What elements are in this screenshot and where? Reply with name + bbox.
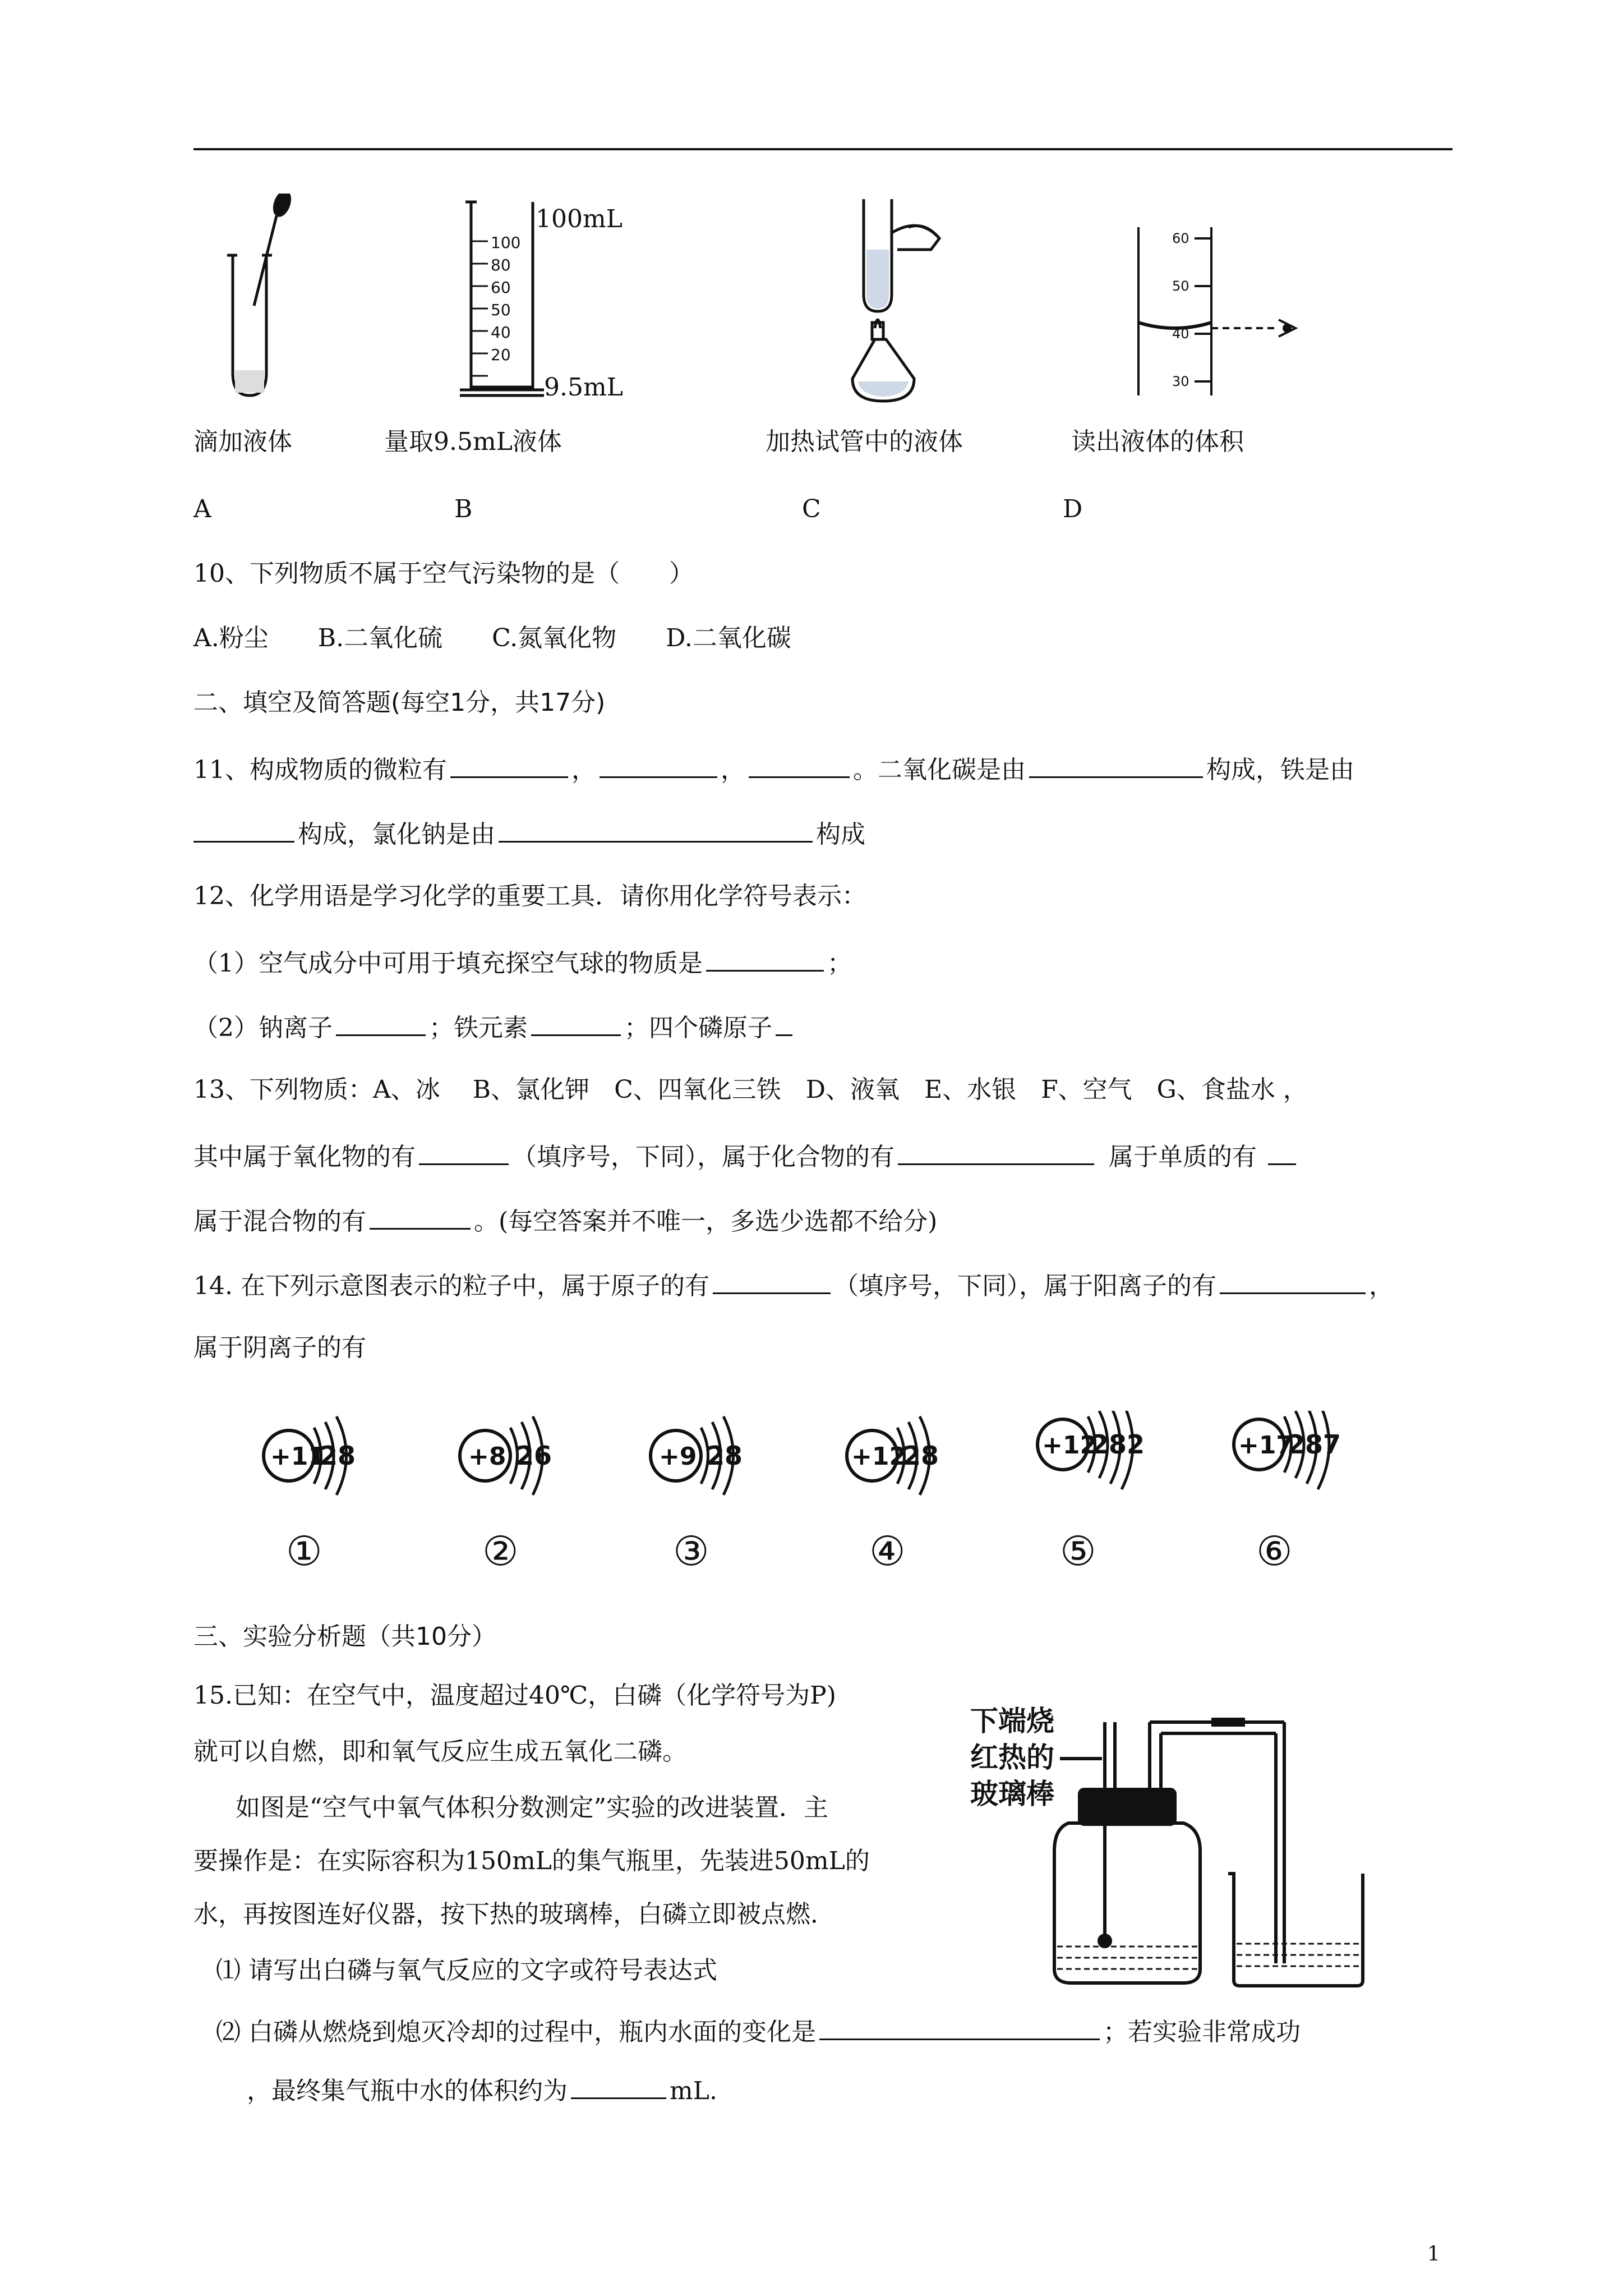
q12-s2: [193, 1010, 796, 1044]
q14-blank-1[interactable]: [713, 1268, 831, 1294]
q13-stem: 13、下列物质：A、冰 B、氯化钾 C、四氧化三铁 D、液氧 E、水银 F、空气 G、食盐水 ，: [193, 1075, 1308, 1104]
q15-sub2: [216, 2014, 1301, 2048]
tick-60: 60: [491, 278, 511, 297]
letter-b: B: [454, 495, 473, 523]
atom-1-nucleus: +11: [270, 1442, 326, 1471]
tick-40-d: 40: [1172, 326, 1189, 342]
q11-text-2: 。二氧化碳是由: [853, 756, 1026, 784]
q13-blank-2[interactable]: [898, 1139, 1094, 1165]
atom-2: [460, 1416, 552, 1575]
q13-blank-3[interactable]: [1268, 1139, 1296, 1165]
q12-blank-2[interactable]: [336, 1010, 426, 1036]
q15-s2-d: mL.: [670, 2077, 717, 2105]
q11-blank-1[interactable]: [450, 752, 568, 778]
q11-text-1: 11、构成物质的微粒有: [193, 756, 447, 784]
q15-s2-c: ，最终集气瓶中水的体积约为: [247, 2077, 568, 2105]
q15-s2-b: ；若实验非常成功: [1103, 2018, 1301, 2046]
q15-line5: 水，再按图连好仪器，按下热的玻璃棒，白磷立即被点燃．: [193, 1900, 835, 1929]
q11-text-3: 构成，铁是由: [1206, 756, 1354, 784]
letter-c: C: [802, 495, 821, 523]
q12-s1: [193, 945, 852, 979]
q15-s2-a: ⑵ 白磷从燃烧到熄灭冷却的过程中，瓶内水面的变化是: [216, 2018, 816, 2046]
label-d: 读出液体的体积: [1071, 427, 1244, 456]
cylinder-reading-label: 9.5mL: [544, 373, 623, 402]
q13-l3-b: 。(每空答案并不唯一，多选少选都不给分): [474, 1207, 938, 1236]
q12-s2-c: ；四个磷原子: [624, 1014, 772, 1042]
atom-2-shells: 26: [516, 1441, 552, 1471]
tick-20: 20: [491, 346, 511, 364]
fig-label-3: 玻璃棒: [970, 1778, 1054, 1810]
q12-blank-4[interactable]: [776, 1010, 792, 1036]
atom-3-num: ③: [673, 1527, 709, 1575]
figure-q15-apparatus: [970, 1700, 1430, 1997]
page-number: 1: [1427, 2243, 1440, 2266]
letter-d: D: [1063, 495, 1083, 523]
label-a: 滴加液体: [193, 427, 292, 456]
q11-blank-4[interactable]: [1029, 752, 1203, 778]
atom-6: [1234, 1411, 1341, 1575]
atom-5-nucleus: +12: [1042, 1431, 1098, 1460]
q13-blank-4[interactable]: [370, 1203, 471, 1230]
q15-line1: 15.已知：在空气中，温度超过40℃，白磷（化学符号为P): [193, 1681, 836, 1710]
q11-line2: [193, 816, 865, 850]
q11-blank-5[interactable]: [193, 816, 294, 843]
q13-l2-a: 其中属于氧化物的有: [193, 1143, 416, 1171]
label-b: 量取9.5mL液体: [384, 427, 562, 456]
figure-d-reading: [1127, 222, 1312, 401]
q15-sub1: ⑴ 请写出白磷与氧气反应的文字或符号表达式: [216, 1956, 717, 1985]
q12-blank-1[interactable]: [706, 945, 824, 972]
q13-line2: [193, 1139, 1299, 1173]
q11-text-4: 构成，氯化钠是由: [298, 820, 495, 849]
q13-l2-b: （填序号，下同），属于化合物的有: [512, 1143, 895, 1171]
figure-a-dropper: [222, 194, 300, 407]
q15-line4: 要操作是：在实际容积为150mL的集气瓶里，先装进50mL的: [193, 1847, 870, 1875]
q10-stem: 10、下列物质不属于空气污染物的是（ ）: [193, 559, 694, 588]
label-c: 加热试管中的液体: [766, 427, 963, 456]
q10-options: A.粉尘 B.二氧化硫 C.氮氧化物 D.二氧化碳: [193, 624, 791, 652]
letter-a: A: [193, 495, 211, 523]
q15-line3: 如图是“空气中氧气体积分数测定”实验的改进装置．主: [236, 1793, 828, 1822]
q13-l2-c: 属于单质的有: [1109, 1143, 1257, 1171]
tick-50: 50: [491, 301, 511, 319]
q11-comma-2: ，: [721, 756, 745, 784]
figure-b-cylinder: [460, 196, 662, 409]
q15-blank-1[interactable]: [819, 2014, 1100, 2040]
q11-blank-2[interactable]: [600, 752, 717, 778]
q12-s2-a: （2）钠离子: [193, 1014, 333, 1042]
q14-line2: 属于阴离子的有: [193, 1333, 366, 1362]
q13-line3: [193, 1203, 937, 1237]
q14-l1-b: （填序号，下同），属于阳离子的有: [833, 1272, 1216, 1300]
atom-6-nucleus: +17: [1238, 1431, 1294, 1460]
atom-5-shells: 282: [1091, 1429, 1145, 1460]
atom-2-num: ②: [482, 1527, 519, 1575]
q12-s1-end: ；: [827, 949, 852, 978]
tick-80: 80: [491, 256, 511, 274]
atom-3-shells: 28: [707, 1441, 743, 1471]
q15-blank-2[interactable]: [571, 2073, 666, 2099]
figure-c-heating: [841, 194, 987, 412]
atom-6-shells: 287: [1287, 1429, 1341, 1460]
q14-line1: [193, 1268, 1394, 1302]
q11-text-5: 构成: [816, 820, 865, 849]
atom-3-nucleus: +9: [659, 1442, 697, 1471]
fig-label-2: 红热的: [970, 1741, 1054, 1774]
q13-l3-a: 属于混合物的有: [193, 1207, 366, 1236]
atom-4-shells: 28: [903, 1441, 939, 1471]
q11-comma-1: ，: [571, 756, 596, 784]
atom-4: [847, 1416, 939, 1575]
section-2-title: 二、填空及简答题(每空1分，共17分): [193, 688, 606, 717]
atom-1-num: ①: [286, 1527, 322, 1575]
q15-line2: 就可以自燃，即和氧气反应生成五氧化二磷。: [193, 1737, 687, 1766]
q15-sub2-line2: [247, 2073, 717, 2107]
atom-4-nucleus: +12: [851, 1442, 907, 1471]
atom-5: [1038, 1411, 1145, 1575]
q14-l1-c: ，: [1368, 1272, 1394, 1300]
atom-4-num: ④: [869, 1527, 906, 1575]
atom-2-nucleus: +8: [468, 1442, 506, 1471]
tick-60-d: 60: [1172, 231, 1189, 246]
q11-blank-6[interactable]: [499, 816, 813, 843]
fig-label-1: 下端烧: [970, 1705, 1054, 1737]
atom-1: [264, 1416, 356, 1575]
q14-l1-a: 14. 在下列示意图表示的粒子中，属于原子的有: [193, 1272, 709, 1300]
tick-50-d: 50: [1172, 278, 1189, 294]
tick-40: 40: [491, 323, 511, 342]
atom-1-shells: 28: [320, 1441, 356, 1471]
q12-s1-text: （1）空气成分中可用于填充探空气球的物质是: [193, 949, 703, 978]
cylinder-capacity-label: 100mL: [536, 205, 623, 233]
atom-diagrams: [236, 1411, 1413, 1590]
q11-line1: [193, 752, 1354, 786]
tick-100: 100: [491, 233, 521, 252]
atom-6-num: ⑥: [1256, 1527, 1293, 1575]
q12-stem: 12、化学用语是学习化学的重要工具．请你用化学符号表示：: [193, 882, 866, 910]
header-rule: [193, 148, 1453, 150]
q11-blank-3[interactable]: [749, 752, 850, 778]
section-3-title: 三、实验分析题（共10分）: [193, 1622, 496, 1651]
q13-blank-1[interactable]: [419, 1139, 509, 1165]
q12-s2-b: ；铁元素: [429, 1014, 528, 1042]
tick-30-d: 30: [1172, 374, 1189, 389]
atom-5-num: ⑤: [1060, 1527, 1096, 1575]
q12-blank-3[interactable]: [531, 1010, 621, 1036]
q14-blank-2[interactable]: [1220, 1268, 1366, 1294]
atom-3: [651, 1416, 743, 1575]
